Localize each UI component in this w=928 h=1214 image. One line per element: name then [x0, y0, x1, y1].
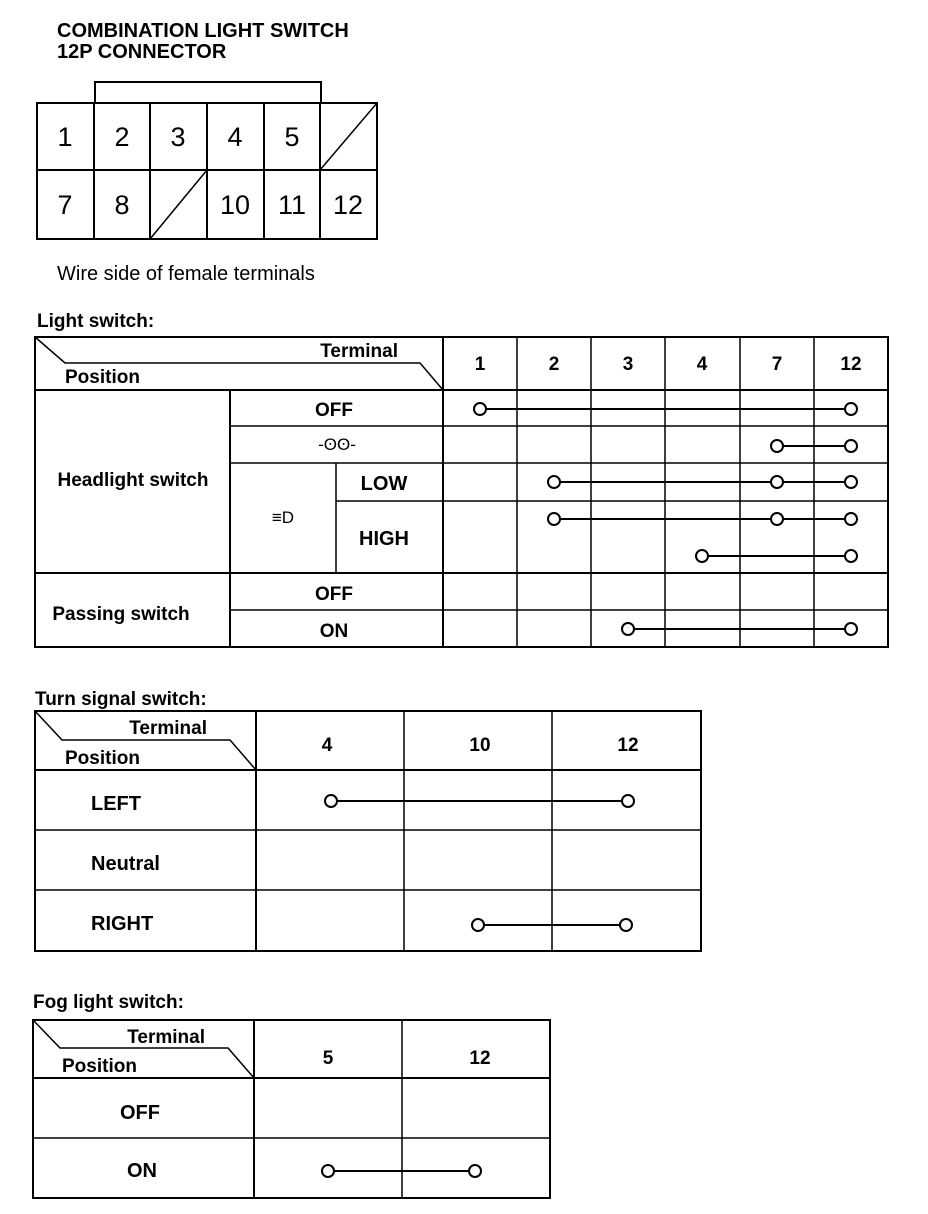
light-switch-title: Light switch: [37, 311, 155, 332]
row-label-right: RIGHT [91, 913, 154, 935]
fog-light-table [33, 1020, 550, 1198]
terminal-header: 12 [840, 354, 862, 375]
terminal-header: 3 [622, 354, 634, 375]
continuity-low [548, 476, 857, 488]
terminal-header: 4 [321, 735, 333, 756]
connector-pin: 3 [170, 122, 186, 152]
corner-terminal-label: Terminal [127, 1027, 205, 1048]
connector-pin: 8 [114, 190, 130, 220]
terminal-header: 4 [696, 354, 708, 375]
passing-off-label: OFF [315, 584, 353, 605]
headlight-switch-label: Headlight switch [57, 470, 209, 491]
light-switch-table [35, 337, 888, 647]
terminal-header: 2 [548, 354, 560, 375]
page-title-line1: COMBINATION LIGHT SWITCH [57, 20, 349, 42]
connector-pin: 12 [332, 190, 364, 220]
connector-pin: 10 [219, 190, 251, 220]
turn-signal-title: Turn signal switch: [35, 689, 207, 710]
connector-pin: 1 [57, 122, 73, 152]
parking-light-symbol: -ʘʘ- [318, 435, 356, 454]
corner-position-label: Position [62, 1056, 137, 1077]
terminal-header: 12 [469, 1048, 491, 1069]
terminal-header: 10 [469, 735, 491, 756]
row-label-left: LEFT [91, 793, 141, 815]
low-beam-label: LOW [360, 473, 408, 495]
fog-light-title: Fog light switch: [33, 992, 184, 1013]
connector-pin: 7 [57, 190, 73, 220]
connector-latch [95, 82, 321, 104]
terminal-header: 12 [617, 735, 639, 756]
turn-signal-table [35, 711, 701, 951]
headlight-symbol: ≡D [271, 508, 295, 527]
continuity-high-a [548, 513, 857, 525]
corner-terminal-label: Terminal [320, 341, 398, 362]
terminal-header: 7 [771, 354, 783, 375]
row-label-neutral: Neutral [91, 853, 160, 875]
connector-pin: 2 [114, 122, 130, 152]
passing-switch-label: Passing switch [52, 604, 190, 625]
terminal-header: 1 [474, 354, 486, 375]
connector-pin: 5 [284, 122, 300, 152]
connector-pin: 4 [227, 122, 243, 152]
corner-position-label: Position [65, 367, 140, 388]
corner-position-label: Position [65, 748, 140, 769]
passing-on-label: ON [319, 621, 349, 642]
terminal-header: 5 [322, 1048, 334, 1069]
high-beam-label: HIGH [359, 528, 409, 550]
row-label-on: ON [127, 1160, 157, 1182]
corner-terminal-label: Terminal [129, 718, 207, 739]
headlight-off-label: OFF [315, 400, 353, 421]
page-title-line2: 12P CONNECTOR [57, 41, 227, 63]
continuity-high-b [696, 550, 857, 562]
connector-pin: 11 [277, 190, 307, 220]
connector-diagram [37, 82, 377, 239]
continuity-left [325, 795, 634, 807]
connector-caption: Wire side of female terminals [57, 263, 315, 285]
row-label-off: OFF [120, 1102, 160, 1124]
